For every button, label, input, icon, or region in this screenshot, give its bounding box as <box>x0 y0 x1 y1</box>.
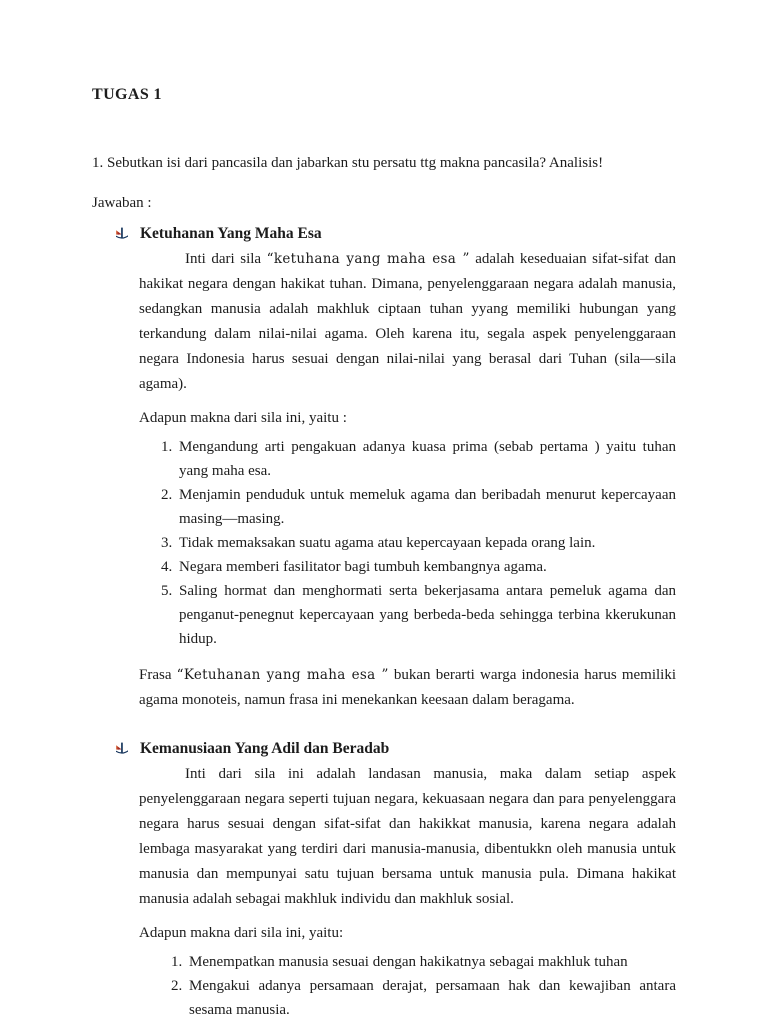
quoted-phrase: “ketuhana yang maha esa ” <box>266 251 470 267</box>
list-item: 5. Saling hormat dan menghormati serta bekerjasama antara pemeluk agama dan penganut-penegnut kepercayaan yang berbeda-beda sehingga terbina kkerukunan hidup. <box>176 579 676 651</box>
list-item: 1. Menempatkan manusia sesuai dengan hakikatnya sebagai makhluk tuhan <box>186 950 676 974</box>
closing-paragraph <box>139 663 676 713</box>
section-paragraph <box>139 247 676 397</box>
section-kemanusiaan <box>92 739 676 1022</box>
word-arrow-bullet-icon <box>115 227 129 241</box>
section-heading: Kemanusiaan Yang Adil dan Beradab <box>140 740 390 757</box>
paragraph-text: Inti dari sila <box>185 251 267 267</box>
list-intro: Adapun makna dari sila ini, yaitu: <box>139 925 344 941</box>
list-intro: Adapun makna dari sila ini, yaitu : <box>139 410 347 426</box>
meaning-list <box>144 950 676 1022</box>
paragraph-text: Frasa <box>139 667 177 683</box>
meaning-list <box>139 435 676 651</box>
list-item: 4. Negara memberi fasilitator bagi tumbuh kembangnya agama. <box>176 555 676 579</box>
word-arrow-bullet-icon <box>115 742 129 756</box>
list-item: 2. Menjamin penduduk untuk memeluk agama dan beribadah menurut kepercayaan masing—masing. <box>176 483 676 531</box>
paragraph-text: Inti dari sila ini adalah landasan manusia, maka dalam setiap aspek penyelenggaraan negara seperti tujuan negara, kekuasaan negara dan para penyelenggara negara harus sesuai dengan sifat-sifat dan hakikkat manusia, karena negara adalah lembaga masyarakat yang terdiri dari manusia-manusia, dibentukkn oleh manusia untuk manusia dan mempunyai satu tujuan bersama untuk manusia pula. Dimana hakikat manusia adalah sebagai makhluk individu dan makhluk sosial. <box>139 766 676 907</box>
section-paragraph <box>139 762 676 912</box>
list-item: 2. Mengakui adanya persamaan derajat, persamaan hak dan kewajiban antara sesama manusia. <box>186 974 676 1022</box>
paragraph-text: adalah keseduaian sifat-sifat dan hakikat negara dengan hakikat tuhan. Dimana, penyelenggaraan negara adalah manusia, sedangkan manusia adalah makhluk ciptaan tuhan yyang memiliki hubungan yang terkandung dalam nilai-nilai agama. Oleh karena itu, segala aspek penyelenggaraan negara Indonesia harus sesuai dengan nilai-nilai yang berasal dari Tuhan (sila—sila agama). <box>139 251 676 392</box>
paragraph-text: bukan berarti warga indonesia harus memiliki agama monoteis, namun frasa ini menekankan keesaan dalam beragama. <box>139 667 677 708</box>
page-title: TUGAS 1 <box>92 86 162 103</box>
question-text: 1. Sebutkan isi dari pancasila dan jabarkan stu persatu ttg makna pancasila? Analisis! <box>92 155 604 171</box>
section-heading: Ketuhanan Yang Maha Esa <box>140 225 322 242</box>
answer-label: Jawaban : <box>92 195 152 211</box>
section-heading-row <box>115 224 676 244</box>
list-item: 3. Tidak memaksakan suatu agama atau kepercayaan kepada orang lain. <box>176 531 676 555</box>
section-ketuhanan <box>92 224 676 713</box>
quoted-phrase: “Ketuhanan yang maha esa ” <box>176 667 389 683</box>
list-item: 1. Mengandung arti pengakuan adanya kuasa prima (sebab pertama ) yaitu tuhan yang maha esa. <box>176 435 676 483</box>
section-heading-row <box>115 739 676 759</box>
